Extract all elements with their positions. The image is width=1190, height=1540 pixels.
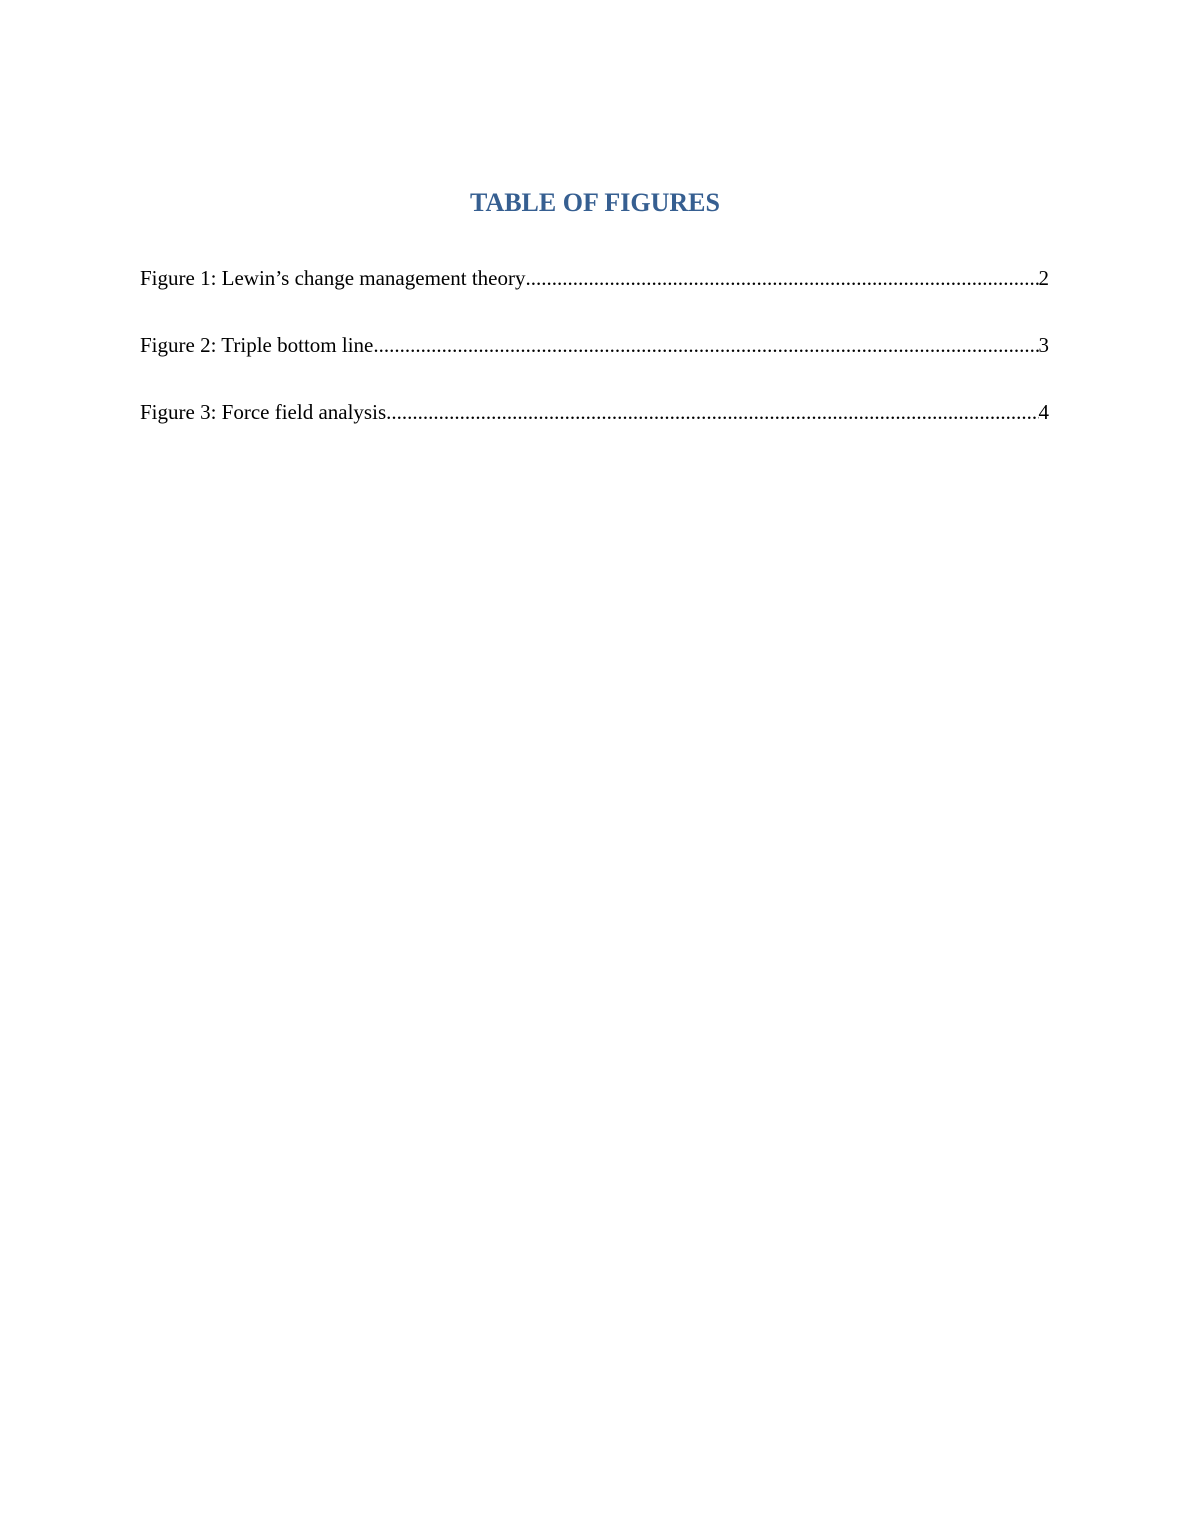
toc-entry-page-number: 4	[1038, 400, 1049, 424]
dot-leader	[373, 331, 1038, 359]
toc-entry-label: Figure 2: Triple bottom line	[140, 333, 374, 357]
toc-entry-label: Figure 1: Lewin’s change management theory	[140, 266, 526, 290]
toc-entry-figure-1[interactable]	[140, 264, 1049, 331]
dot-leader	[386, 398, 1038, 426]
toc-entry-figure-3[interactable]	[140, 398, 1049, 465]
toc-entry-figure-2[interactable]	[140, 331, 1049, 398]
toc-entry-page-number: 2	[1038, 266, 1049, 290]
toc-entry-page-number: 3	[1038, 333, 1049, 357]
toc-entry-label: Figure 3: Force field analysis	[140, 400, 387, 424]
table-of-figures-list	[140, 264, 1049, 465]
dot-leader	[525, 264, 1038, 292]
table-of-figures-heading: TABLE OF FIGURES	[470, 188, 720, 217]
